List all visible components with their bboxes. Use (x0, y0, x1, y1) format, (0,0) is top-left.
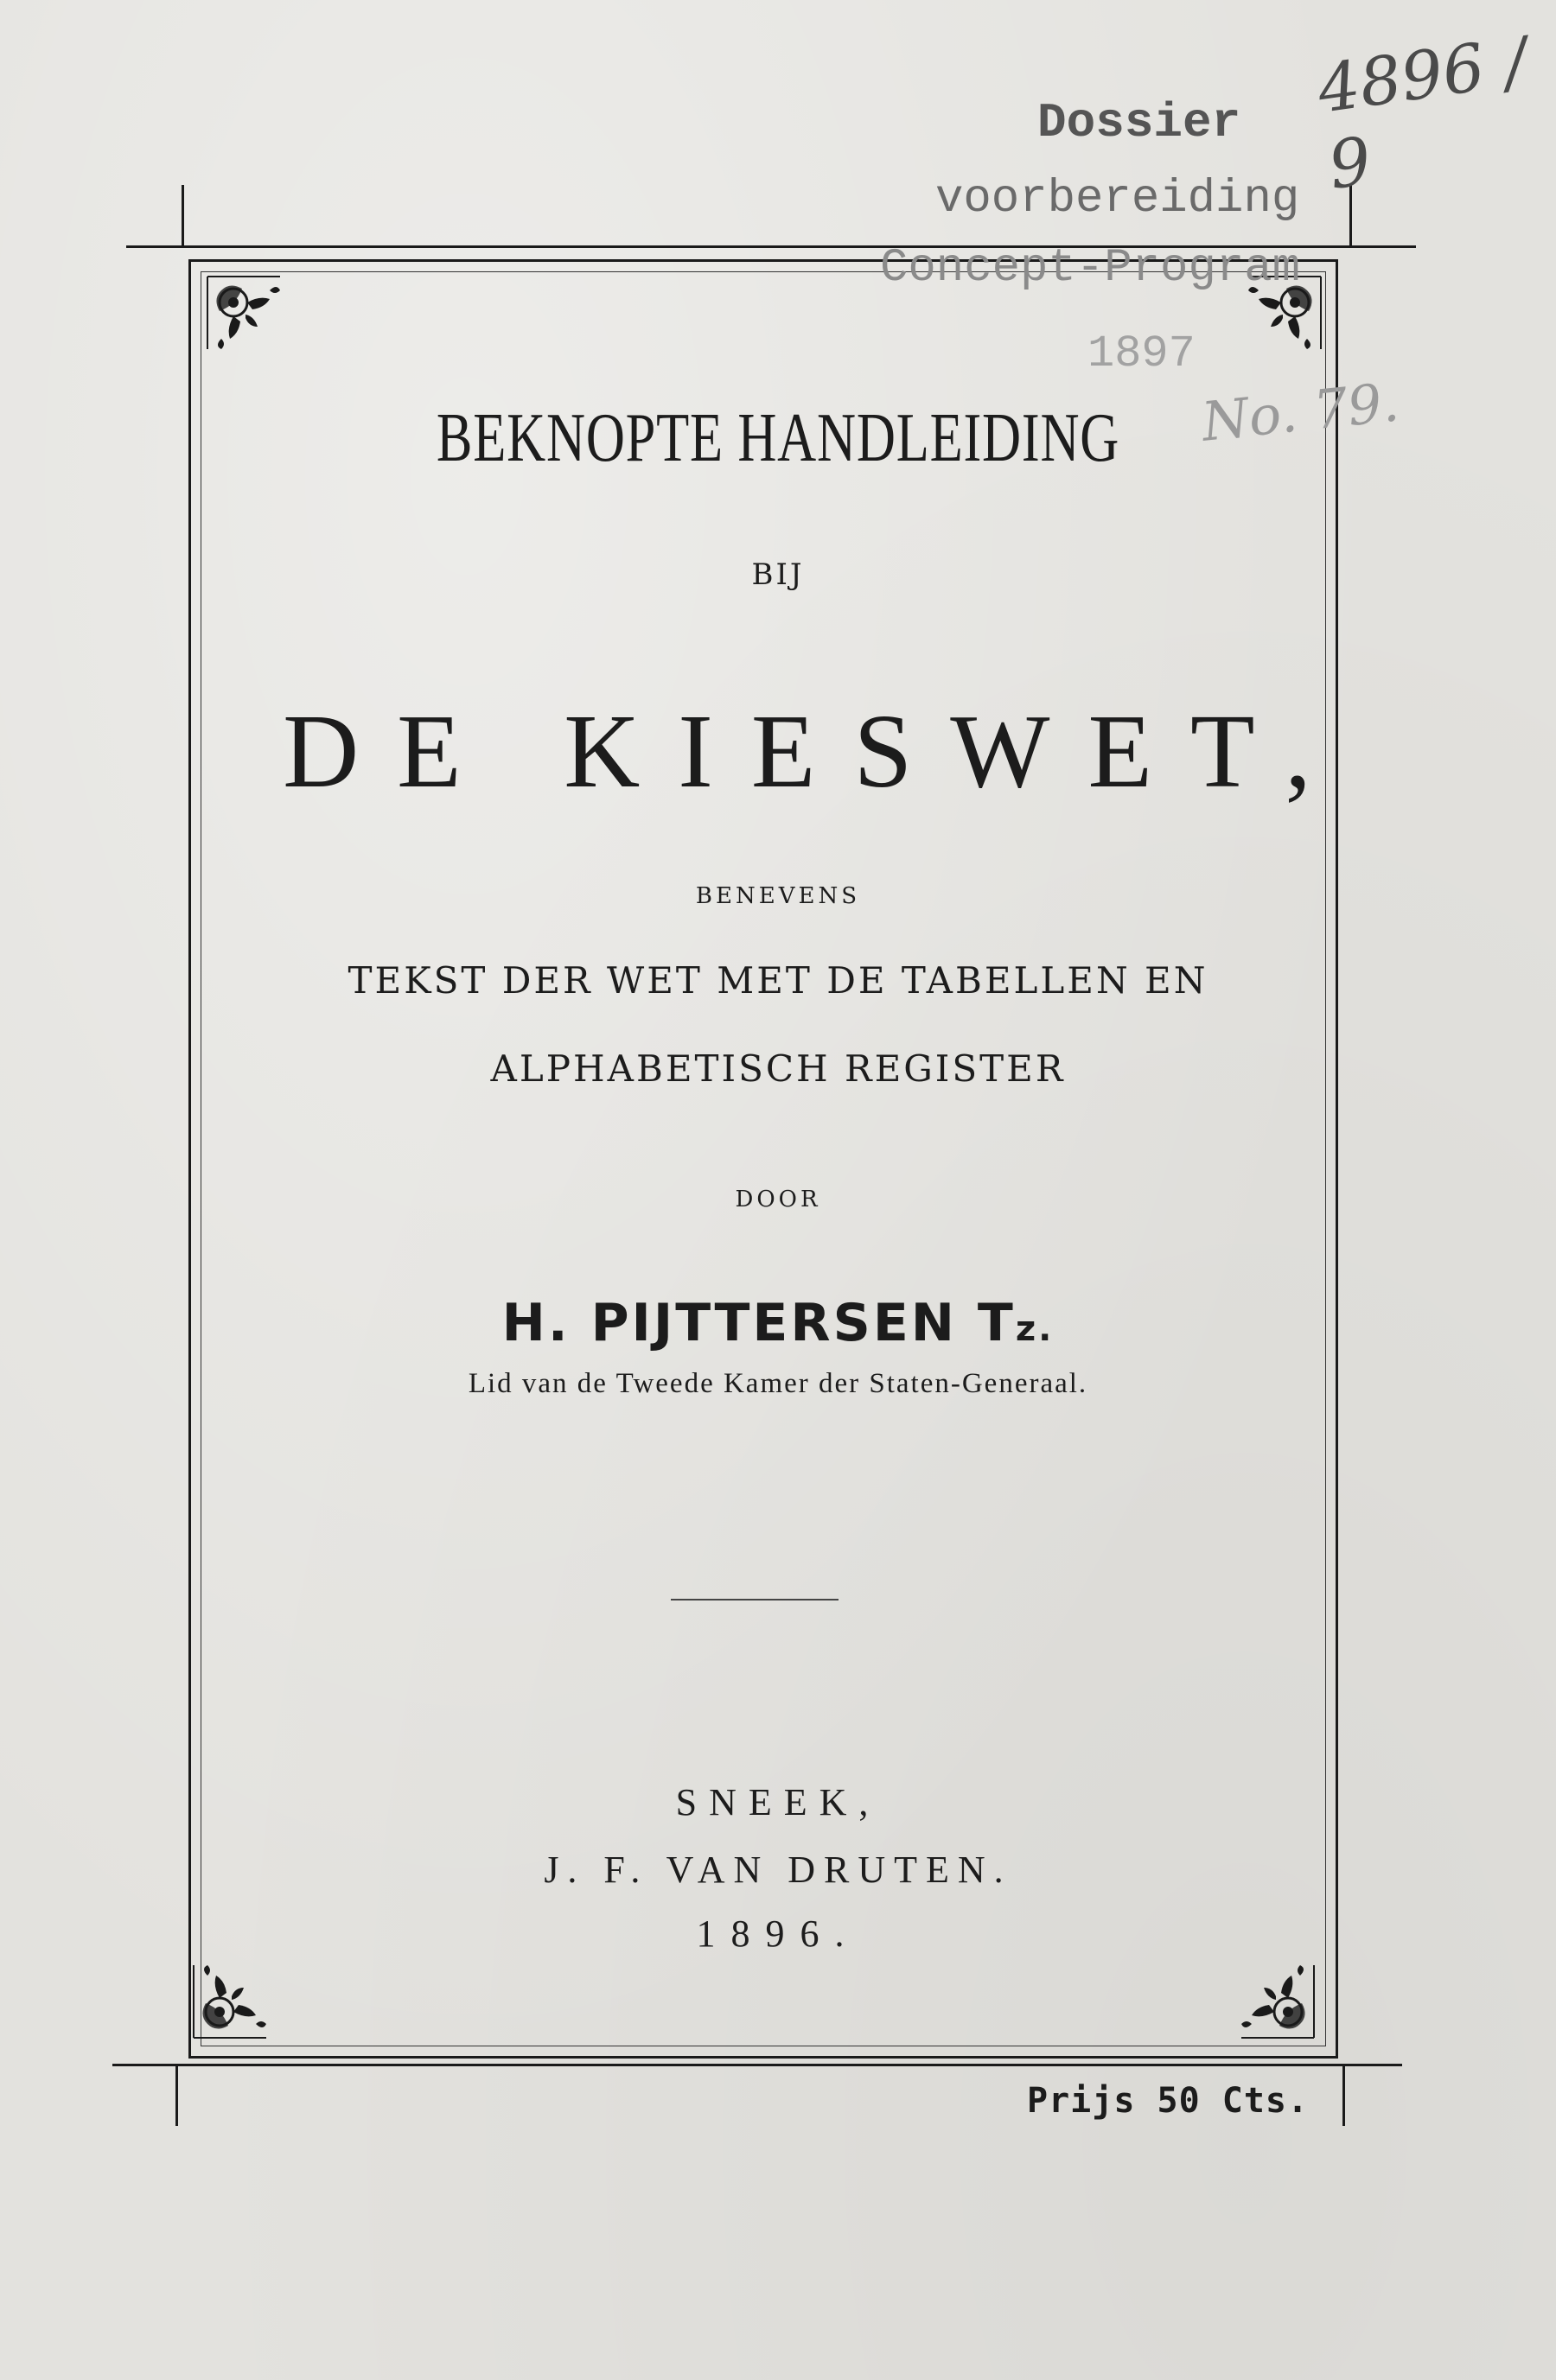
crop-mark (182, 185, 184, 247)
author-description: Lid van de Tweede Kamer der Staten-Generaal. (468, 1368, 1088, 1399)
stamp-line: Concept-Program (880, 242, 1301, 295)
author-suffix: z. (1015, 1309, 1055, 1349)
corner-ornament-icon (190, 1962, 270, 2041)
title-main: BEKNOPTE HANDLEIDING (436, 400, 1120, 476)
stamp-line: 1897 (1087, 328, 1196, 379)
corner-ornament-icon (1238, 1962, 1317, 2041)
price-label: Prijs 50 Cts. (1027, 2081, 1310, 2121)
imprint-year: 1896. (696, 1912, 860, 1955)
author-by: DOOR (735, 1187, 821, 1212)
contents-intro: BENEVENS (695, 883, 861, 909)
imprint-publisher: J. F. VAN DRUTEN. (544, 1849, 1012, 1891)
author-name (0, 1293, 1556, 1353)
contents-line: TEKST DER WET MET DE TABELLEN EN (348, 959, 1208, 1002)
bottom-rule (112, 2064, 1402, 2066)
title-connector: BIJ (751, 557, 805, 592)
crop-mark (1342, 2065, 1345, 2126)
author-name-text: H. PIJTTERSEN T (501, 1293, 1016, 1353)
contents-line: ALPHABETISCH REGISTER (490, 1047, 1066, 1090)
handwritten-item-number: No. 79. (1198, 370, 1402, 454)
handwritten-archive-number: 4896 / 9 (1312, 22, 1533, 204)
title-subject: DE KIESWET, (283, 693, 1349, 810)
imprint-place: SNEEK, (675, 1781, 881, 1823)
corner-ornament-icon (204, 273, 284, 353)
divider (671, 1599, 839, 1600)
stamp-line: voorbereiding (935, 173, 1300, 226)
stamp-line: Dossier (1037, 95, 1241, 150)
crop-mark (175, 2065, 178, 2126)
